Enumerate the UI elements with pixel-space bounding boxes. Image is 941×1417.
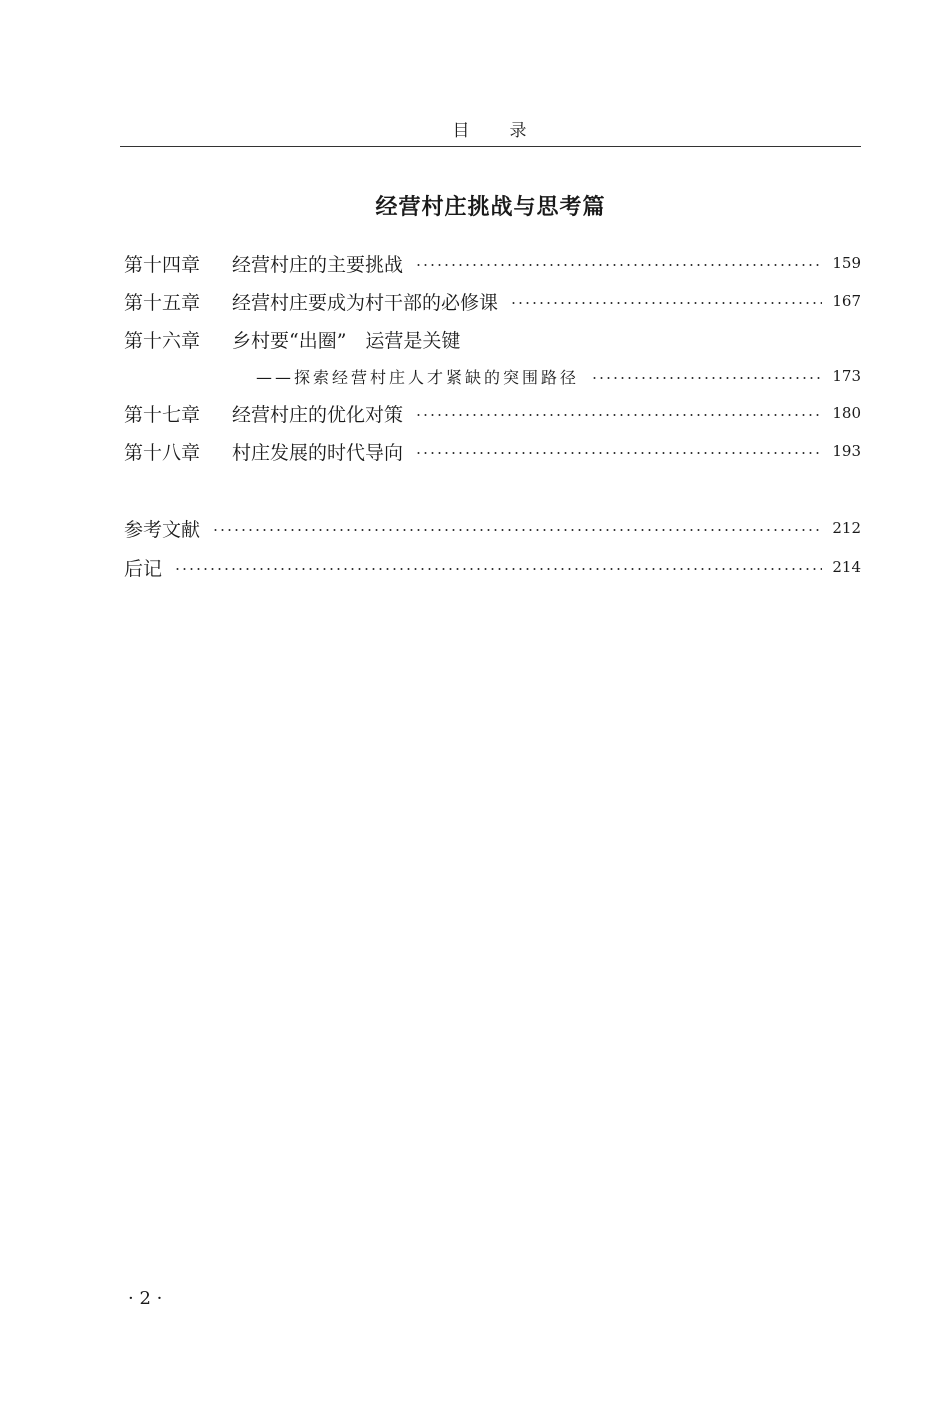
- running-header-left: 目: [452, 121, 472, 141]
- chapter-number: 第十五章: [124, 291, 201, 314]
- page-number: 173: [832, 367, 861, 385]
- dot-leader: [510, 302, 822, 304]
- chapter-title: 经营村庄的优化对策: [232, 403, 404, 426]
- dot-leader: [415, 414, 822, 416]
- toc-entry-ch14[interactable]: [124, 248, 861, 278]
- chapter-number: 第十六章: [124, 329, 201, 352]
- chapter-title: 经营村庄要成为村干部的必修课: [232, 291, 499, 314]
- chapter-subtitle: ——探索经营村庄人才紧缺的突围路径: [256, 367, 580, 387]
- page-number: 167: [832, 292, 861, 310]
- header-rule: [120, 146, 861, 147]
- dot-leader: [415, 264, 822, 266]
- toc-entry-ch18[interactable]: [124, 436, 861, 466]
- page-folio: · 2 ·: [128, 1288, 163, 1309]
- page-number: 214: [832, 558, 861, 576]
- toc-entry-ch16[interactable]: [124, 324, 861, 354]
- running-header-right: 录: [509, 121, 529, 141]
- chapter-title: 村庄发展的时代导向: [232, 441, 404, 464]
- section-title: 经营村庄挑战与思考篇: [375, 195, 606, 220]
- chapter-number: 第十八章: [124, 441, 201, 464]
- dot-leader: [415, 452, 822, 454]
- page-number: 212: [832, 519, 861, 537]
- dot-leader: [591, 377, 822, 379]
- toc-entry-ch17[interactable]: [124, 398, 861, 428]
- backmatter-title: 参考文献: [124, 518, 201, 541]
- page-number: 193: [832, 442, 861, 460]
- dot-leader: [174, 568, 822, 570]
- toc-entry-references[interactable]: [124, 513, 861, 543]
- chapter-title: 乡村要“出圈” 运营是关键: [232, 329, 461, 352]
- chapter-number: 第十七章: [124, 403, 201, 426]
- chapter-title: 经营村庄的主要挑战: [232, 253, 404, 276]
- page-number: 159: [832, 254, 861, 272]
- toc-entry-afterword[interactable]: [124, 552, 861, 582]
- page-number: 180: [832, 404, 861, 422]
- chapter-number: 第十四章: [124, 253, 201, 276]
- toc-entry-ch15[interactable]: [124, 286, 861, 316]
- running-header: [120, 116, 861, 141]
- toc-entry-ch16-subtitle[interactable]: [124, 361, 861, 391]
- dot-leader: [212, 529, 822, 531]
- backmatter-title: 后记: [124, 557, 163, 580]
